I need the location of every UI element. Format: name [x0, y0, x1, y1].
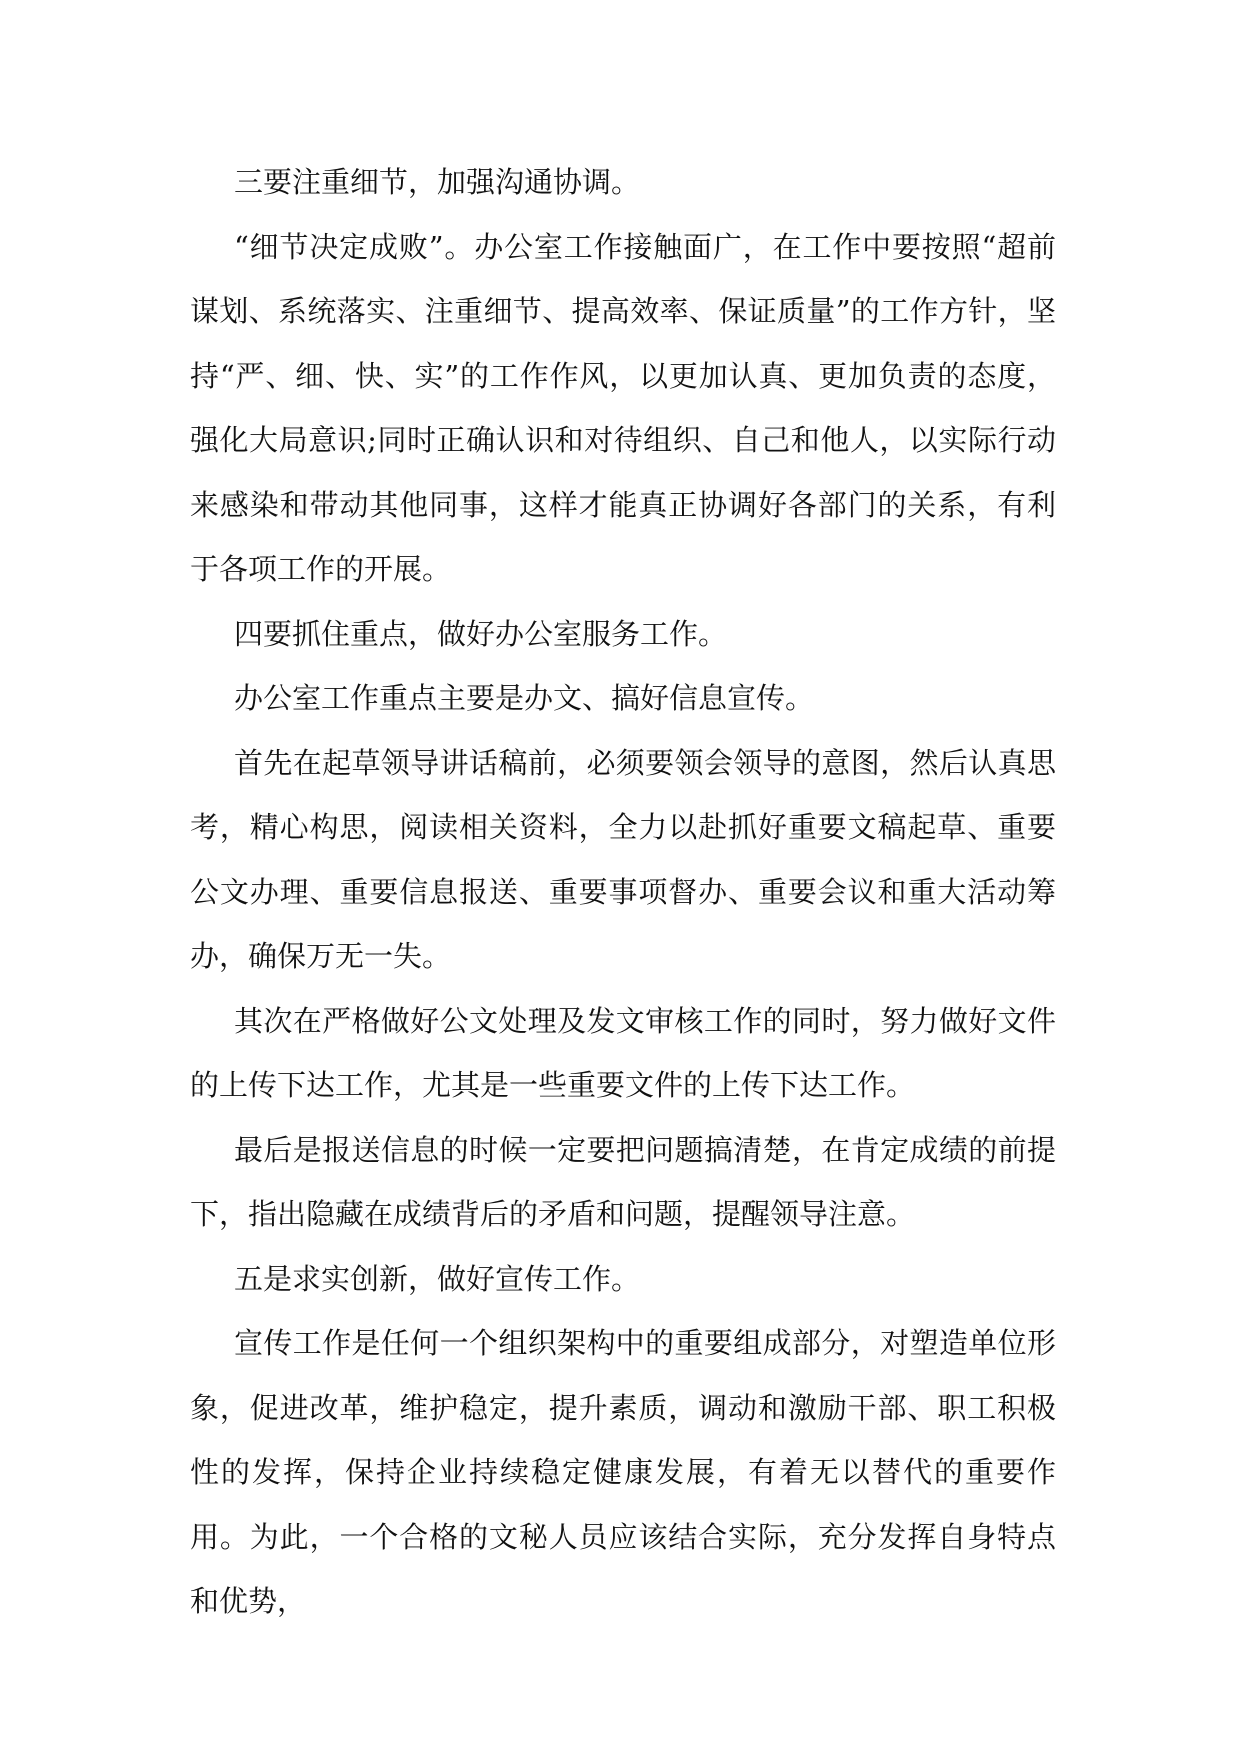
- paragraph-heading-5: 五是求实创新，做好宣传工作。: [234, 1261, 641, 1296]
- paragraph: 办公室工作重点主要是办文、搞好信息宣传。: [234, 681, 815, 715]
- paragraph-heading-4: 四要抓住重点，做好办公室服务工作。: [234, 616, 728, 651]
- paragraph-heading-3: 三要注重细节，加强沟通协调。: [234, 165, 641, 199]
- paragraph: “细节决定成败”。办公室工作接触面广，在工作中要按照“超前谋划、系统落实、注重细节、提高效率、保证质量”的工作方针，坚持“严、细、快、实”的工作作风，以更加认真、更加负责的态度，强化大局意识;同时正确认识和对待组织、自己和他人，以实际行动来感染和带动其他同事，这样才能真正协调好各部门的关系，有利于各项工作的开展。: [190, 229, 1056, 586]
- paragraph: 宣传工作是任何一个组织架构中的重要组成部分，对塑造单位形象，促进改革，维护稳定，提升素质，调动和激励干部、职工积极性的发挥，保持企业持续稳定健康发展，有着无以替代的重要作用。为此，一个合格的文秘人员应该结合实际，充分发挥自身特点和优势，: [190, 1326, 1056, 1618]
- paragraph: 首先在起草领导讲话稿前，必须要领会领导的意图，然后认真思考，精心构思，阅读相关资料，全力以赴抓好重要文稿起草、重要公文办理、重要信息报送、重要事项督办、重要会议和重大活动筹办，确保万无一失。: [190, 745, 1056, 973]
- paragraph: 最后是报送信息的时候一定要把问题搞清楚，在肯定成绩的前提下，指出隐藏在成绩背后的矛盾和问题，提醒领导注意。: [190, 1132, 1056, 1231]
- document-body: [190, 150, 1056, 1634]
- paragraph: 其次在严格做好公文处理及发文审核工作的同时，努力做好文件的上传下达工作，尤其是一些重要文件的上传下达工作。: [190, 1003, 1056, 1102]
